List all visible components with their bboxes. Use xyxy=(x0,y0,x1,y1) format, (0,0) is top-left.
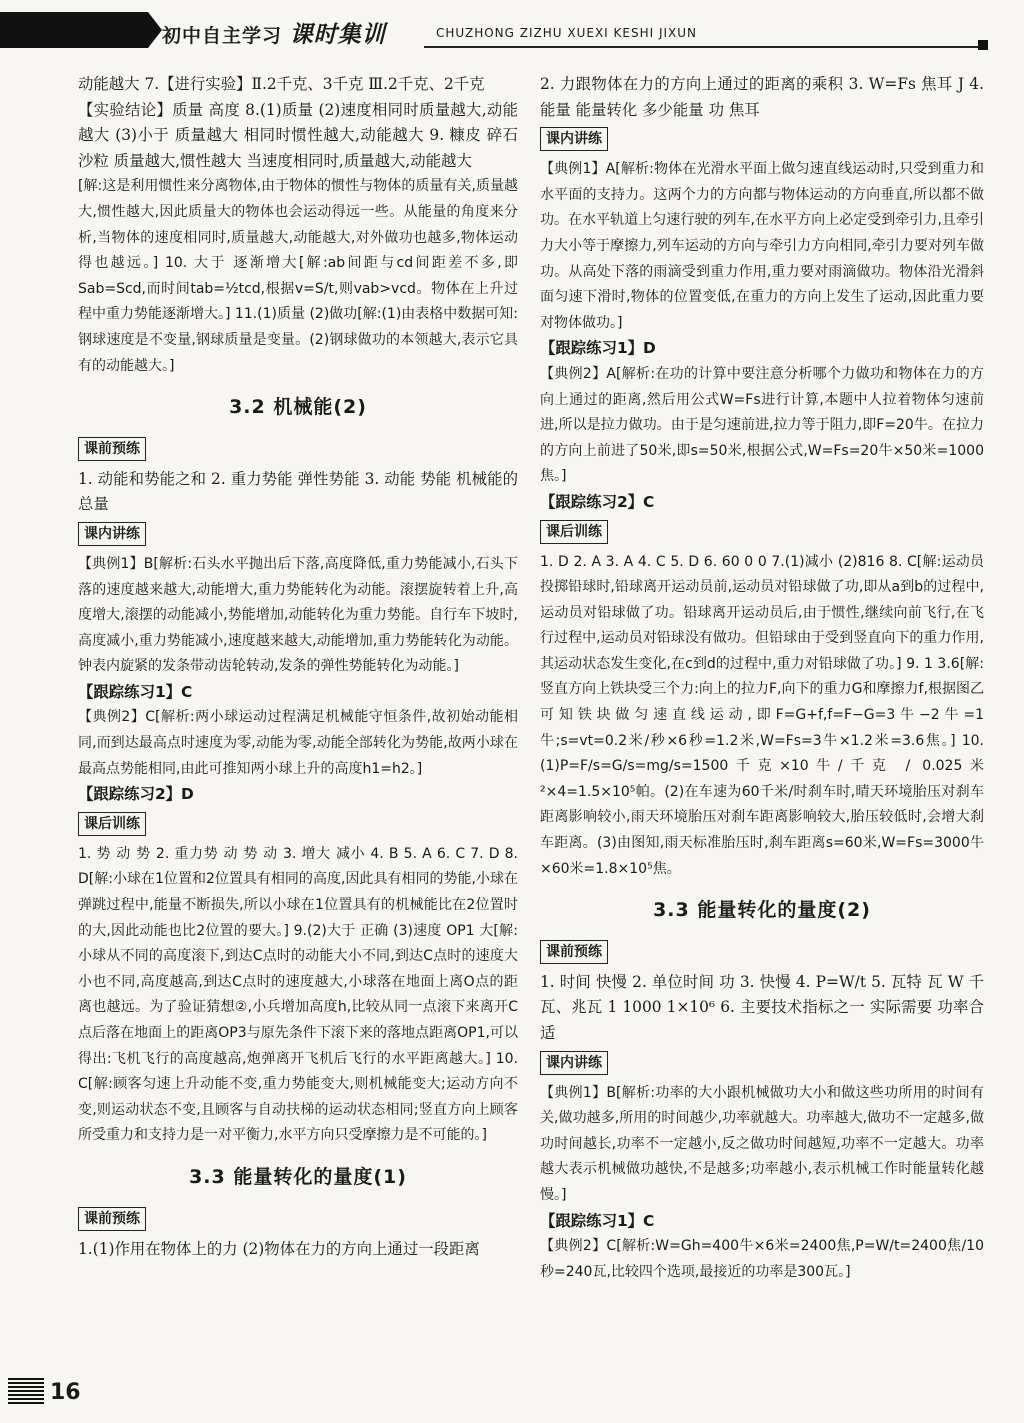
explanation-paragraph: [解:这是利用惯性来分离物体,由于物体的惯性与物体的质量有关,质量越大,惯性越大,因此质量大的物体也会运动得远一些。从能量的角度来分析,当物体的速度相同时,质量越大,动能越大,对外做功也越多,物体运动得也越远。] 10. 大于 逐渐增大[解:ab间距与cd间距差不多,即Sab=Scd,而时间tab=½tcd,根据v=S/t,则vab>vcd。物体在上升过程中重力势能逐渐增大。] 11.(1)质量 (2)做功[解:(1)由表格中数据可知:钢球速度是不变量,钢球质量是变量。(2)钢球做功的本领越大,表示它具有的动能越大。] xyxy=(78,178,519,374)
answer-paragraph: 1. 势 动 势 2. 重力势 动 势 动 3. 增大 减小 4. B 5. A 6. C 7. D 8. D[解:小球在1位置和2位置具有相同的高度,因此具有相同的势能,小球在弹跳过程中,能量不断损失,所以小球在1位置具有的机械能比在2位置时的大,因此动能也比2位置的要大。] 9.(2)大于 正确 (3)速度 OP1 大[解:小球从不同的高度滚下,到达C点时的动能大小不同,到达C点时的速度大小也不同,高度越高,到达C点时的速度越大,小球落在地面上离O点的距离也越远。为了验证猜想②,小兵增加高度h,比较从同一点滚下来离开C点后落在地面上的距离OP3与原先条件下滚下来的落地点距离OP1,可以得出:飞机飞行的高度越高,炮弹离开飞机后飞行的水平距离越大。] 10. C[解:顾客匀速上升动能不变,重力势能变大,则机械能变大;运动方向不变,则运动状态不变,且顾客与自动扶梯的运动状态相同;竖直方向上顾客所受重力和支持力是一对平衡力,水平方向只受摩擦力是不可能的。] xyxy=(78,845,518,1144)
header-title xyxy=(162,16,386,49)
answer-paragraph: 1.(1)作用在物体上的力 (2)物体在力的方向上通过一段距离 xyxy=(78,1239,480,1258)
example-paragraph: 【典例1】B[解析:功率的大小跟机械做功大小和做这些功所用的时间有关,做功越多,所用的时间越少,功率就越大。功率越大,做功不一定越多,做功时间越长,功率不一定越小,反之做功时间越短,功率不一定越大。功率越大表示机械做功越快,不是越多;功率越小,表示机械工作时能量转化越慢。] xyxy=(540,1084,984,1203)
answer-paragraph: 动能越大 7.【进行实验】Ⅱ.2千克、3千克 Ⅲ.2千克、2千克 xyxy=(78,75,485,93)
brand-title: 课时集训 xyxy=(289,22,386,48)
left-column xyxy=(78,72,518,1262)
header-pinyin: CHUZHONG ZIZHU XUEXI KESHI JIXUN xyxy=(436,26,698,40)
tracking-answer: 【跟踪练习2】D xyxy=(78,785,194,804)
example-paragraph: 【典例1】A[解析:物体在光滑水平面上做匀速直线运动时,只受到重力和水平面的支持力。这两个力的方向都与物体运动的方向垂直,所以都不做功。在水平轨道上匀速行驶的列车,在水平方向上必定受到牵引力,且牵引力大小等于摩擦力,列车运动的方向与牵引力方向相同,牵引力要对列车做功。从高处下落的雨滴受到重力作用,重力要对雨滴做功。物体沿光滑斜面匀速下滑时,物体的位置变低,在重力的方向上发生了运动,因此重力要对物体做功。] xyxy=(540,161,984,331)
subsection-label: 课前预练 xyxy=(78,1207,146,1231)
example-paragraph: 【典例2】C[解析:W=Gh=400牛×6米=2400焦,P=W/t=2400焦/10秒=240瓦,比较四个选项,最接近的功率是300瓦。] xyxy=(540,1238,984,1280)
header-black-bar xyxy=(0,12,148,48)
answer-paragraph: 2. 力跟物体在力的方向上通过的距离的乘积 3. W=Fs 焦耳 J 4. 能量 能量转化 多少能量 功 焦耳 xyxy=(540,75,984,119)
subsection-label: 课前预练 xyxy=(78,437,146,461)
example-paragraph: 【典例2】C[解析:两小球运动过程满足机械能守恒条件,故初始动能相同,而到达最高点时速度为零,动能为零,动能全部转化为势能,故两小球在最高点势能相同,由此可推知两小球上升的高度h1=h2。] xyxy=(78,709,518,777)
subsection-label: 课内讲练 xyxy=(540,1051,608,1075)
subsection-label: 课后训练 xyxy=(78,812,146,836)
page-header xyxy=(0,0,1024,58)
section-title: 3.3 能量转化的量度(2) xyxy=(653,899,871,922)
series-title: 初中自主学习 xyxy=(162,25,283,47)
answer-paragraph: 1. D 2. A 3. A 4. C 5. D 6. 60 0 0 7.(1)减小 (2)816 8. C[解:运动员投掷铅球时,铅球离开运动员前,运动员对铅球做了功,即从a到b的过程中,运动员对铅球做了功。铅球离开运动员后,由于惯性,继续向前飞行,在飞行过程中,运动员对铅球没有做功。但铅球由于受到竖直向下的重力作用,其运动状态发生变化,在c到d的过程中,重力对铅球做了功。] 9. 1 3.6[解:竖直方向上铁块受三个力:向上的拉力F,向下的重力G和摩擦力f,根据图乙可知铁块做匀速直线运动,即F=G+f,f=F−G=3牛−2牛=1牛;s=vt=0.2米/秒×6秒=1.2米,W=Fs=3牛×1.2米=3.6焦。] 10.(1)P=F/s=G/s=mg/s=1500千克×10牛/千克 / 0.025米²×4=1.5×10⁵帕。(2)在车速为60千米/时刹车时,晴天环境胎压对刹车距离影响较小,雨天环境胎压对刹车距离影响较大,胎压较低时,会增大刹车距离。(3)由图知,雨天标准胎压时,刹车距离s=60米,W=Fs=3000牛×60米=1.8×10⁵焦。 xyxy=(540,553,984,877)
answer-paragraph: 【实验结论】质量 高度 8.(1)质量 (2)速度相同时质量越大,动能越大 (3)小于 质量越大 相同时惯性越大,动能越大 9. 糠皮 碎石沙粒 质量越大,惯性越大 当速度相同时,质量越大,动能越大 xyxy=(78,100,518,170)
page-number: 16 xyxy=(50,1380,81,1405)
tracking-answer: 【跟踪练习1】C xyxy=(78,682,193,701)
section-title: 3.3 能量转化的量度(1) xyxy=(189,1165,407,1188)
example-paragraph: 【典例1】B[解析:石头水平抛出后下落,高度降低,重力势能减小,石头下落的速度越来越大,动能增大,重力势能转化为动能。滚摆旋转着上升,高度增大,滚摆的动能减小,势能增加,动能转化为重力势能。自行车下坡时,高度减小,重力势能减小,速度越来越大,动能增加,重力势能转化为动能。钟表内旋紧的发条带动齿轮转动,发条的弹性势能转化为动能。] xyxy=(78,555,518,675)
answer-paragraph: 1. 动能和势能之和 2. 重力势能 弹性势能 3. 动能 势能 机械能的总量 xyxy=(78,469,518,514)
right-column xyxy=(540,72,984,1285)
header-rule xyxy=(424,46,984,48)
answer-paragraph: 1. 时间 快慢 2. 单位时间 功 3. 快慢 4. P=W/t 5. 瓦特 瓦 W 千瓦、兆瓦 1 1000 1×10⁶ 6. 主要技术指标之一 实际需要 功率合适 xyxy=(540,972,984,1042)
subsection-label: 课内讲练 xyxy=(78,522,146,546)
tracking-answer: 【跟踪练习2】C xyxy=(540,492,655,511)
tracking-answer: 【跟踪练习1】C xyxy=(540,1211,655,1230)
subsection-label: 课内讲练 xyxy=(540,127,608,151)
header-square-icon xyxy=(978,40,988,50)
section-title: 3.2 机械能(2) xyxy=(229,396,367,419)
subsection-label: 课后训练 xyxy=(540,520,608,544)
example-paragraph: 【典例2】A[解析:在功的计算中要注意分析哪个力做功和物体在力的方向上通过的距离,然后用公式W=Fs进行计算,本题中人拉着物体匀速前进,所以是拉力做功。由于是匀速前进,拉力等于阻力,即F=20牛。在拉力的方向上前进了50米,即s=50米,根据公式,W=Fs=20牛×50米=1000焦。] xyxy=(540,365,984,485)
subsection-label: 课前预练 xyxy=(540,940,608,964)
tracking-answer: 【跟踪练习1】D xyxy=(540,339,656,358)
footer-stripes xyxy=(8,1378,44,1404)
